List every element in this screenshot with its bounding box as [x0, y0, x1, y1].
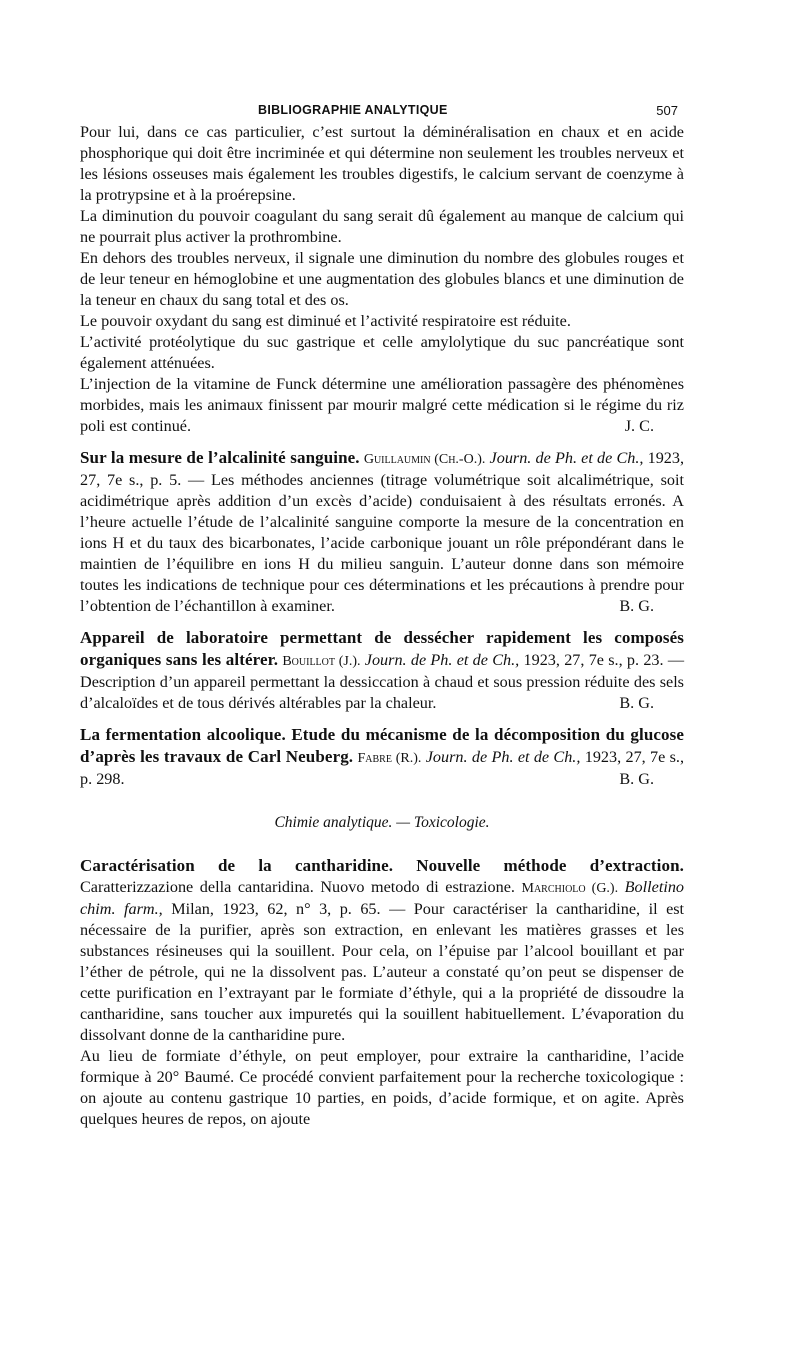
bibliography-entry — [80, 855, 684, 1046]
intro-p6-text: L’injection de la vitamine de Funck détermine une amélioration passagère des phénomènes morbides, mais les animaux finissent par mourir malgré cette médication si le régime du riz poli est continué. — [80, 375, 684, 435]
intro-paragraph-6 — [80, 374, 684, 437]
entry-reference: 1923, 27, 7e s., p. 298. — [80, 748, 685, 788]
section-heading: Chimie analytique. — Toxicologie. — [274, 814, 490, 831]
entry-author: Guillaumin (Ch.-O.). — [363, 452, 486, 467]
entry-journal: Journ. de Ph. et de Ch., — [364, 651, 520, 669]
intro-paragraph-1: Pour lui, dans ce cas particulier, c’est surtout la déminéralisation en chaux et en acide phosphorique qui doit être incriminée et qui détermine non seulement les troubles nerveux et les lésions osseuses mais également les troubles digestifs, le calcium servant de coenzyme à la protrypsine et à la proérepsine. — [80, 123, 684, 204]
entry-journal: Bolletino chim. farm., — [80, 878, 685, 918]
entry-reference: 1923, 27, 7e s., p. 23. — [523, 651, 664, 669]
entry-title: Appareil de laboratoire permettant de dessécher rapidement les composés organiques sans les altérer. — [80, 628, 684, 669]
bibliography-entry — [80, 724, 684, 790]
signature: J. C. — [624, 417, 654, 435]
entry-author: Bouillot (J.). — [282, 654, 361, 669]
page-number: 507 — [656, 103, 678, 118]
entry-title: Caractérisation de la cantharidine. Nouvelle méthode d’extraction. — [80, 856, 684, 875]
intro-paragraph-5: L’activité protéolytique du suc gastrique et celle amylolytique du suc pancréatique sont également atténuées. — [80, 333, 684, 372]
entry-body: — Les méthodes anciennes (titrage volumétrique soit alcalimétrique, soit acidimétrique après addition d’un excès d’acide) conduisaient à des résultats erronés. A l’heure actuelle l’étude de l’alcalinité sanguine comporte la mesure de la concentration en ions H et du taux des bicarbonates, l’acide carbonique jouant un rôle prépondérant dans le maintien de l’équilibre en ions H du milieu sanguin. L’auteur donne dans son mémoire toutes les indications de technique pour ces déterminations et les précautions à prendre pour l’obtention de l’échantillon à examiner. — [80, 471, 684, 615]
entry-body: — Pour caractériser la cantharidine, il est nécessaire de la purifier, après son extraction, en enlevant les matières grasses et les substances résineuses qui la souillent. Pour cela, on l’épuise par l’alcool bouillant et par l’éther de pétrole, qui ne la dissolvent pas. L’auteur a constaté qu’on peut se dispenser de cette purification en l’extrayant par le formiate d’éthyle, qui a la propriété de dissoudre la cantharidine, sans toucher aux impuretés qui la souillent habituellement. L’évaporation du dissolvant donne de la cantharidine pure. — [80, 900, 685, 1044]
entry-reference: 1923, 27, 7e s., p. 5. — [80, 449, 685, 489]
page-header — [80, 92, 684, 122]
signature: B. G. — [619, 597, 654, 615]
entry-italian-title: Caratterizzazione della cantaridina. Nuovo metodo di estrazione. — [80, 878, 515, 896]
document-page — [80, 92, 684, 1130]
bibliography-entry — [80, 627, 684, 714]
intro-paragraph-3: En dehors des troubles nerveux, il signale une diminution du nombre des globules rouges et de leur teneur en hémoglobine et une augmentation des globules blancs et une diminution de la teneur en chaux du sang total et des os. — [80, 249, 684, 309]
entry-body-continued: Au lieu de formiate d’éthyle, on peut employer, pour extraire la cantharidine, l’acide formique à 20° Baumé. Ce procédé convient parfaitement pour la recherche toxicologique : on ajoute au contenu gastrique 10 parties, en poids, d’acide formique, et on agite. Après quelques heures de repos, on ajoute — [80, 1047, 684, 1128]
entry-author: Fabre (R.). — [357, 751, 422, 766]
running-title: BIBLIOGRAPHIE ANALYTIQUE — [258, 103, 448, 117]
intro-paragraph-2: La diminution du pouvoir coagulant du sang serait dû également au manque de calcium qui ne pourrait plus activer la prothrombine. — [80, 207, 684, 246]
entry-title: Sur la mesure de l’alcalinité sanguine. — [80, 448, 360, 467]
entry-author: Marchiolo (G.). — [521, 881, 619, 896]
entry-journal: Journ. de Ph. et de Ch., — [489, 449, 644, 467]
signature: B. G. — [619, 770, 654, 788]
entry-body: — Description d’un appareil permettant la dessiccation à chaud et sous pression réduite des sels d’alcaloïdes et de tous dérivés altérables par la chaleur. — [80, 651, 685, 712]
bibliography-entry — [80, 447, 684, 617]
intro-paragraph-4: Le pouvoir oxydant du sang est diminué et l’activité respiratoire est réduite. — [80, 312, 571, 330]
entry-reference: Milan, 1923, 62, n° 3, p. 65. — [171, 900, 381, 918]
entry-title: La fermentation alcoolique. Etude du mécanisme de la décomposition du glucose d’après les travaux de Carl Neuberg. — [80, 725, 684, 766]
signature: B. G. — [619, 694, 654, 712]
entry-journal: Journ. de Ph. et de Ch., — [425, 748, 581, 766]
